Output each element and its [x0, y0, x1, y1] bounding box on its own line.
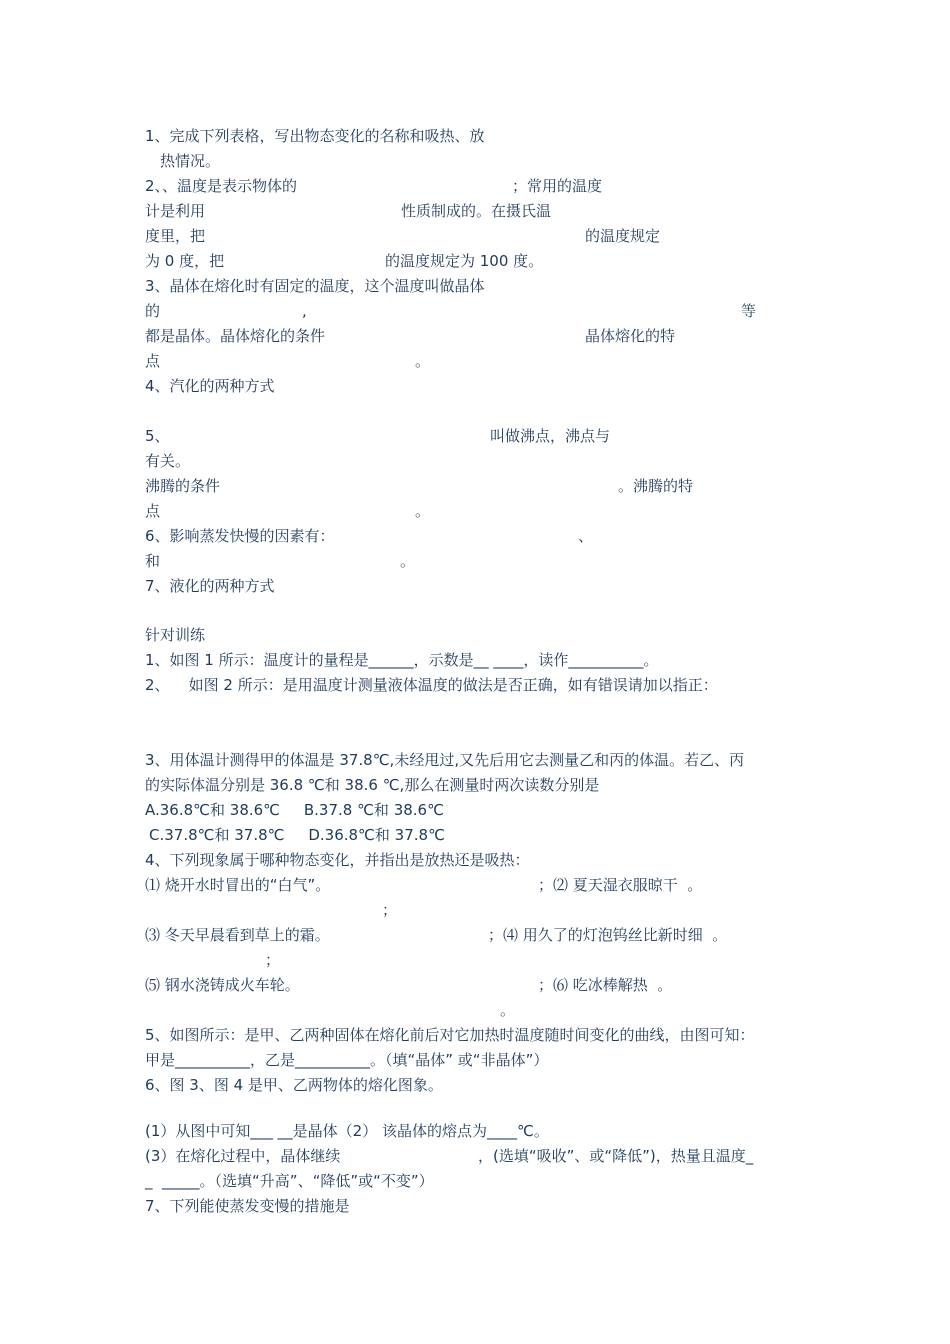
text-line: 3、晶体在熔化时有固定的温度，这个温度叫做晶体	[145, 277, 485, 295]
text-line: 。沸腾的特	[618, 477, 694, 495]
text-line: 3、用体温计测得甲的体温是 37.8℃,未经甩过,又先后用它去测量乙和丙的体温。若乙、丙	[145, 751, 745, 769]
text-line: 。	[415, 502, 431, 520]
text-line: ；	[265, 951, 281, 969]
text-line: 点	[145, 502, 161, 520]
text-line: ；⑷ 用久了的灯泡钨丝比新时细 。	[488, 926, 728, 944]
text-line: A.36.8℃和 38.6℃ B.37.8 ℃和 38.6℃	[145, 801, 444, 819]
text-line: ；⑹ 吃冰棒解热 。	[538, 976, 673, 994]
text-line: 度里，把	[145, 227, 206, 245]
text-line: 甲是__________，乙是__________。（填“晶体” 或“非晶体”）	[145, 1051, 549, 1069]
text-line: 计是利用	[145, 202, 206, 220]
text-line: 6、影响蒸发快慢的因素有：	[145, 527, 335, 545]
text-line: ,	[302, 302, 307, 320]
text-line: 的	[145, 302, 161, 320]
text-line: 。	[415, 352, 431, 370]
text-line: ，(选填“吸收”、或“降低”)，热量且温度_	[478, 1147, 754, 1165]
text-line: 有关。	[145, 452, 191, 470]
text-line: ；常用的温度	[512, 177, 603, 195]
text-line: 5、	[145, 427, 170, 445]
text-line: ；⑵ 夏天湿衣服晾干 。	[538, 876, 703, 894]
text-line: 1、完成下列表格，写出物态变化的名称和吸热、放	[145, 127, 485, 145]
text-line: 点	[145, 352, 161, 370]
text-line: 1、如图 1 所示：温度计的量程是______，示数是__ ____，读作__________。	[145, 651, 659, 669]
text-line: 的温度规定	[585, 227, 661, 245]
text-line: 2、、温度是表示物体的	[145, 177, 298, 195]
text-line: 6、图 3、图 4 是甲、乙两物体的熔化图象。	[145, 1076, 443, 1094]
text-line: 为 0 度，把	[145, 252, 225, 270]
text-line: 。	[400, 552, 416, 570]
text-line: 5、如图所示：是甲、乙两种固体在熔化前后对它加热时温度随时间变化的曲线，由图可知：	[145, 1026, 755, 1044]
text-line: 7、液化的两种方式	[145, 577, 275, 595]
text-line: 的温度规定为 100 度。	[385, 252, 544, 270]
text-line: 性质制成的。在摄氏温	[401, 202, 552, 220]
text-line: 叫做沸点，沸点与	[490, 427, 611, 445]
text-line: ；	[382, 901, 398, 919]
text-line: (1）从图中可知___ __是晶体（2） 该晶体的熔点为____℃。	[145, 1122, 549, 1140]
text-line: 沸腾的条件	[145, 477, 221, 495]
text-line: 。	[500, 1001, 516, 1019]
text-line: 都是晶体。晶体熔化的条件	[145, 327, 326, 345]
text-line: 、	[578, 527, 594, 545]
text-line: 等	[741, 302, 757, 320]
text-line: 热情况。	[160, 152, 221, 170]
text-line: 针对训练	[145, 626, 206, 644]
text-line: 4、汽化的两种方式	[145, 377, 275, 395]
text-line: 4、下列现象属于哪种物态变化，并指出是放热还是吸热：	[145, 851, 530, 869]
text-line: 和	[145, 552, 161, 570]
text-line: ⑸ 钢水浇铸成火车轮。	[145, 976, 300, 994]
text-line: 7、下列能使蒸发变慢的措施是	[145, 1197, 350, 1215]
text-line: 晶体熔化的特	[585, 327, 676, 345]
text-line: ⑴ 烧开水时冒出的“白气”。	[145, 876, 331, 894]
text-line: 的实际体温分别是 36.8 ℃和 38.6 ℃,那么在测量时两次读数分别是	[145, 776, 600, 794]
text-line: C.37.8℃和 37.8℃ D.36.8℃和 37.8℃	[149, 826, 445, 844]
text-line: (3）在熔化过程中，晶体继续	[145, 1147, 341, 1165]
text-line: _ _____。（选填“升高”、“降低”或“不变”）	[145, 1172, 434, 1190]
text-line: ⑶ 冬天早晨看到草上的霜。	[145, 926, 330, 944]
text-line: 2、 如图 2 所示：是用温度计测量液体温度的做法是否正确，如有错误请加以指正：	[145, 676, 718, 694]
